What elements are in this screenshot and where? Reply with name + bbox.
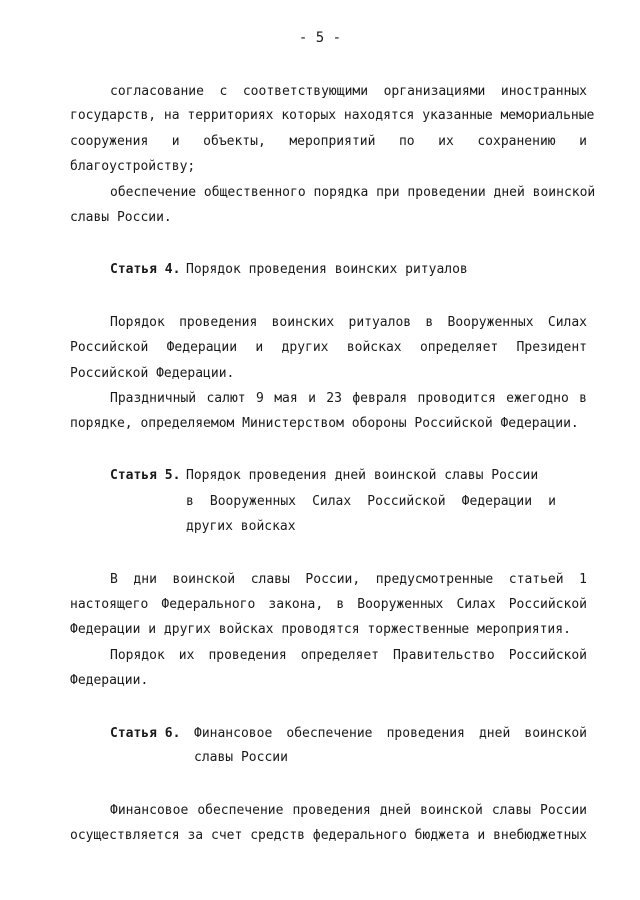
article-5-title-line: других войсках bbox=[186, 519, 296, 534]
paragraph-line: Российской Федерации и других войсках определяет Президент bbox=[70, 340, 587, 355]
paragraph-line: Праздничный салют 9 мая и 23 февраля проводится ежегодно в bbox=[110, 391, 587, 406]
paragraph-line: обеспечение общественного порядка при проведении дней воинской bbox=[110, 185, 596, 200]
paragraph-line: осуществляется за счет средств федерального бюджета и внебюджетных bbox=[70, 828, 587, 843]
paragraph-line: государств, на территориях которых находятся указанные мемориальные bbox=[70, 108, 595, 123]
paragraph-line: порядке, определяемом Министерством обороны Российской Федерации. bbox=[70, 416, 579, 431]
paragraph-line: сооружения и объекты, мероприятий по их сохранению и bbox=[70, 134, 587, 149]
paragraph-line: Федерации и других войсках проводятся торжественные мероприятия. bbox=[70, 622, 571, 637]
article-6-title-line: славы России bbox=[194, 750, 288, 765]
paragraph-line: В дни воинской славы России, предусмотренные статьей 1 bbox=[110, 572, 587, 587]
paragraph-line: Финансовое обеспечение проведения дней воинской славы России bbox=[110, 803, 587, 818]
paragraph-line: настоящего Федерального закона, в Вооруженных Силах Российской bbox=[70, 597, 587, 612]
paragraph-line: Федерации. bbox=[70, 673, 149, 688]
paragraph-line: Российской Федерации. bbox=[70, 366, 235, 381]
paragraph-line: славы России. bbox=[70, 210, 172, 225]
paragraph-line: благоустройству; bbox=[70, 159, 196, 174]
article-6-label: Статья 6. bbox=[110, 726, 181, 741]
page-number: - 5 - bbox=[298, 30, 342, 46]
paragraph-line: согласование с соответствующими организациями иностранных bbox=[110, 84, 587, 99]
article-6-title-line: Финансовое обеспечение проведения дней воинской bbox=[194, 726, 587, 741]
article-5-label: Статья 5. bbox=[110, 468, 181, 483]
article-4-label: Статья 4. bbox=[110, 262, 181, 277]
paragraph-line: Порядок их проведения определяет Правительство Российской bbox=[110, 648, 587, 663]
article-4-title: Порядок проведения воинских ритуалов bbox=[186, 262, 468, 277]
article-5-title-line: в Вооруженных Силах Российской Федерации и bbox=[186, 494, 556, 509]
article-5-title-line: Порядок проведения дней воинской славы России bbox=[186, 468, 539, 483]
paragraph-line: Порядок проведения воинских ритуалов в Вооруженных Силах bbox=[110, 315, 587, 330]
